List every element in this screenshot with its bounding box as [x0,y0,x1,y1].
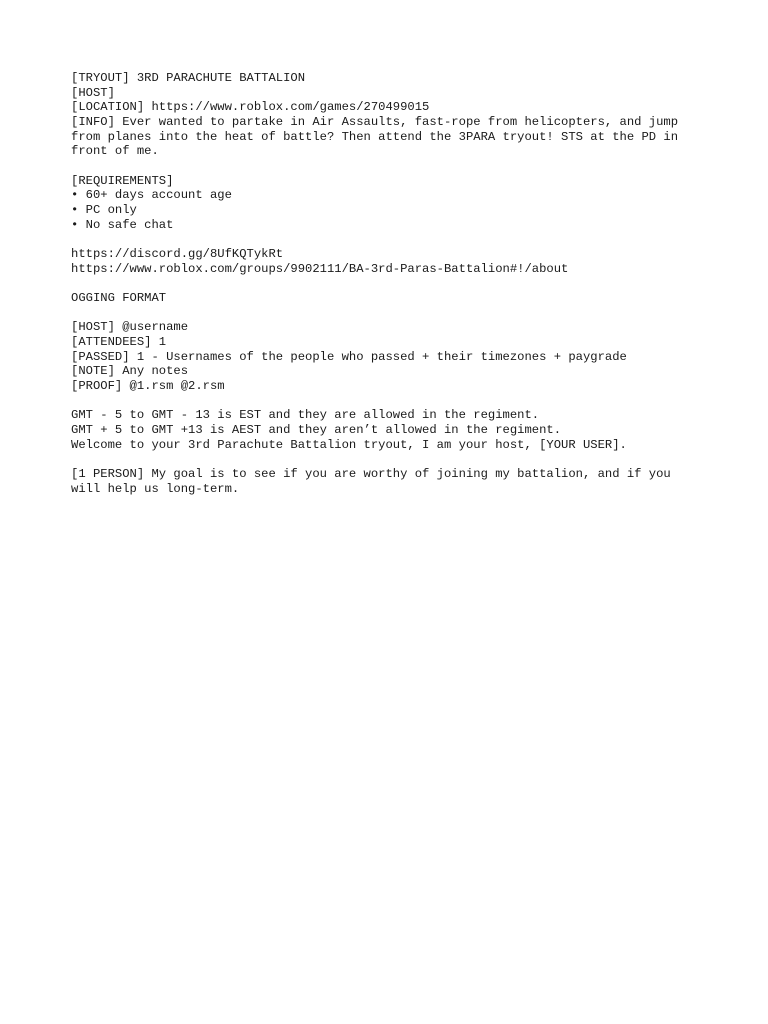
paragraph-gap [71,394,711,409]
closing-line: [1 PERSON] My goal is to see if you are worthy of joining my battalion, and if you [71,467,671,481]
requirement-item: • No safe chat [71,217,174,232]
timezone-line: GMT - 5 to GMT - 13 is EST and they are allowed in the regiment. [71,408,540,423]
host-line: [HOST] [71,85,115,100]
logging-line-attendees: [ATTENDEES] 1 [71,335,167,349]
info-line: front of me. [71,144,159,159]
logging-line-proof: [PROOF] @1.rsm @2.rsm [71,379,225,394]
closing-line: will help us long-term. [71,481,240,496]
welcome-line: Welcome to your 3rd Parachute Battalion tryout, I am your host, [YOUR USER]. [71,437,627,452]
roblox-group-link: https://www.roblox.com/groups/9902111/BA-3rd-Paras-Battalion#!/about [71,261,569,276]
logging-line-passed: [PASSED] 1 - Usernames of the people who passed + their timezones + paygrade [71,349,627,364]
paragraph-gap [71,306,711,321]
paragraph-gap [71,159,711,174]
timezone-line: GMT + 5 to GMT +13 is AEST and they aren’t allowed in the regiment. [71,423,562,438]
discord-link: https://discord.gg/8UfKQTykRt [71,247,284,262]
logging-line-note: [NOTE] Any notes [71,364,189,379]
requirement-item: • 60+ days account age [71,188,232,203]
requirements-heading: [REQUIREMENTS] [71,173,174,188]
document-body [71,71,711,496]
location-line: [LOCATION] https://www.roblox.com/games/270499015 [71,100,430,115]
tryout-title-line: [TRYOUT] 3RD PARACHUTE BATTALION [71,71,306,85]
info-line: [INFO] Ever wanted to partake in Air Assaults, fast-rope from helicopters, and jump [71,115,679,130]
info-line: from planes into the heat of battle? Then attend the 3PARA tryout! STS at the PD in [71,129,679,144]
logging-line-host: [HOST] @username [71,320,189,335]
logging-format-heading: OGGING FORMAT [71,291,167,306]
paragraph-gap [71,452,711,467]
requirement-item: • PC only [71,203,137,218]
paragraph-gap [71,232,711,247]
paragraph-gap [71,276,711,291]
